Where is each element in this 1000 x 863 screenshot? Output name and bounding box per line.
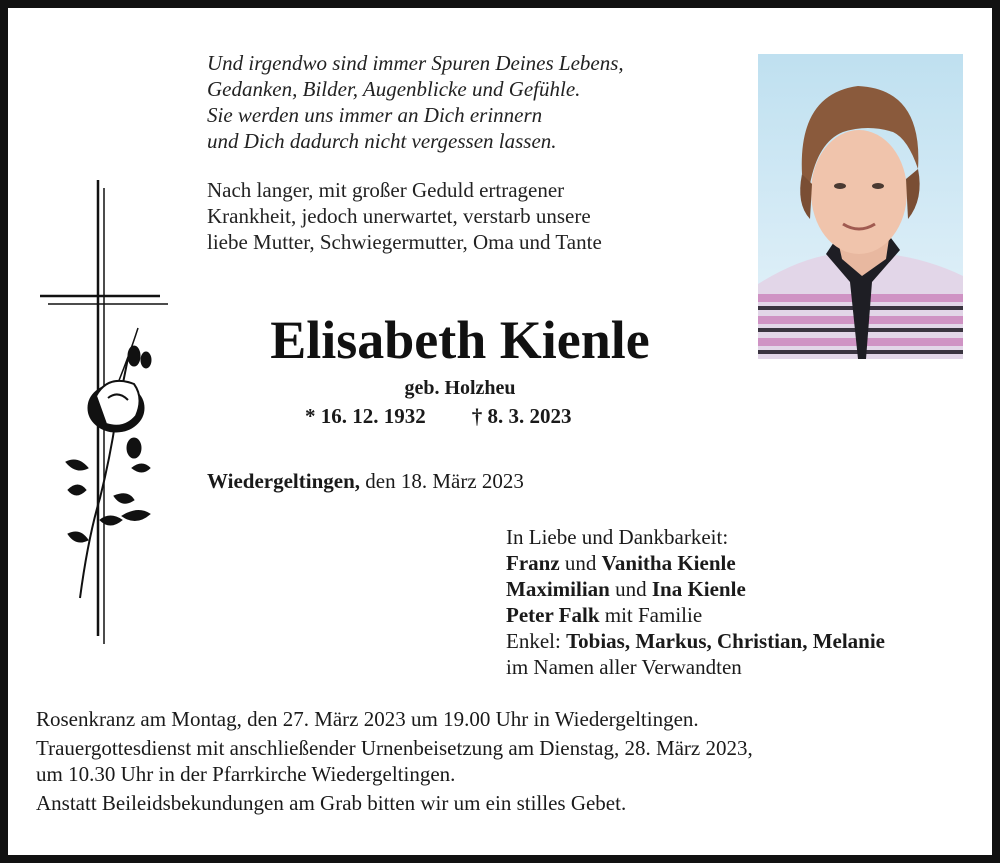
mourner-connector: mit Familie [599, 603, 703, 627]
poem-block [207, 50, 624, 154]
mourner-connector: Enkel: [506, 629, 567, 653]
rosary-line: Rosenkranz am Montag, den 27. März 2023 um 19.00 Uhr in Wiedergeltingen. [36, 707, 699, 731]
rose-icon [66, 328, 151, 598]
condolence-line: Anstatt Beileidsbekundungen am Grab bitten wir um ein stilles Gebet. [36, 791, 627, 815]
service-info [36, 706, 976, 816]
maiden-name: geb. Holzheu [404, 377, 516, 399]
mourner-line [506, 628, 885, 654]
portrait-photo [758, 54, 963, 359]
birth-date: * 16. 12. 1932 [305, 404, 426, 428]
mourner-name: Ina Kienle [651, 577, 746, 601]
mourner-name: Peter Falk [506, 603, 600, 627]
place-and-date [207, 468, 524, 494]
poem-line: und Dich dadurch nicht vergessen lassen. [207, 129, 557, 153]
intro-text [207, 177, 602, 255]
mourner-connector: und [559, 551, 602, 575]
death-date: † 8. 3. 2023 [471, 404, 572, 428]
intro-line: liebe Mutter, Schwiegermutter, Oma und Tante [207, 230, 602, 254]
cross-with-rose [38, 178, 178, 648]
intro-line: Nach langer, mit großer Geduld ertragener [207, 178, 565, 202]
poem-line: Sie werden uns immer an Dich erinnern [207, 103, 543, 127]
mourners-list [506, 524, 885, 680]
mourner-name: Maximilian [506, 577, 610, 601]
intro-line: Krankheit, jedoch unerwartet, verstarb unsere [207, 204, 591, 228]
mourners-heading: In Liebe und Dankbarkeit: [506, 525, 729, 549]
funeral-line: Trauergottesdienst mit anschließender Urnenbeisetzung am Dienstag, 28. März 2023, [36, 736, 753, 760]
mourner-connector: und [609, 577, 652, 601]
poem-line: Gedanken, Bilder, Augenblicke und Gefühle. [207, 77, 581, 101]
poem-line: Und irgendwo sind immer Spuren Deines Lebens, [207, 51, 624, 75]
funeral-line: um 10.30 Uhr in der Pfarrkirche Wiedergeltingen. [36, 762, 456, 786]
mourner-name: Tobias, Markus, Christian, Melanie [566, 629, 886, 653]
mourner-line: im Namen aller Verwandten [506, 655, 742, 679]
place-name: Wiedergeltingen, [207, 469, 361, 493]
life-dates [305, 403, 572, 429]
mourner-line [506, 602, 885, 628]
deceased-name: Elisabeth Kienle [270, 310, 650, 370]
notice-date: den 18. März 2023 [360, 469, 524, 493]
mourner-line [506, 576, 885, 602]
mourner-name: Vanitha Kienle [601, 551, 736, 575]
mourner-line [506, 550, 885, 576]
mourner-name: Franz [506, 551, 560, 575]
